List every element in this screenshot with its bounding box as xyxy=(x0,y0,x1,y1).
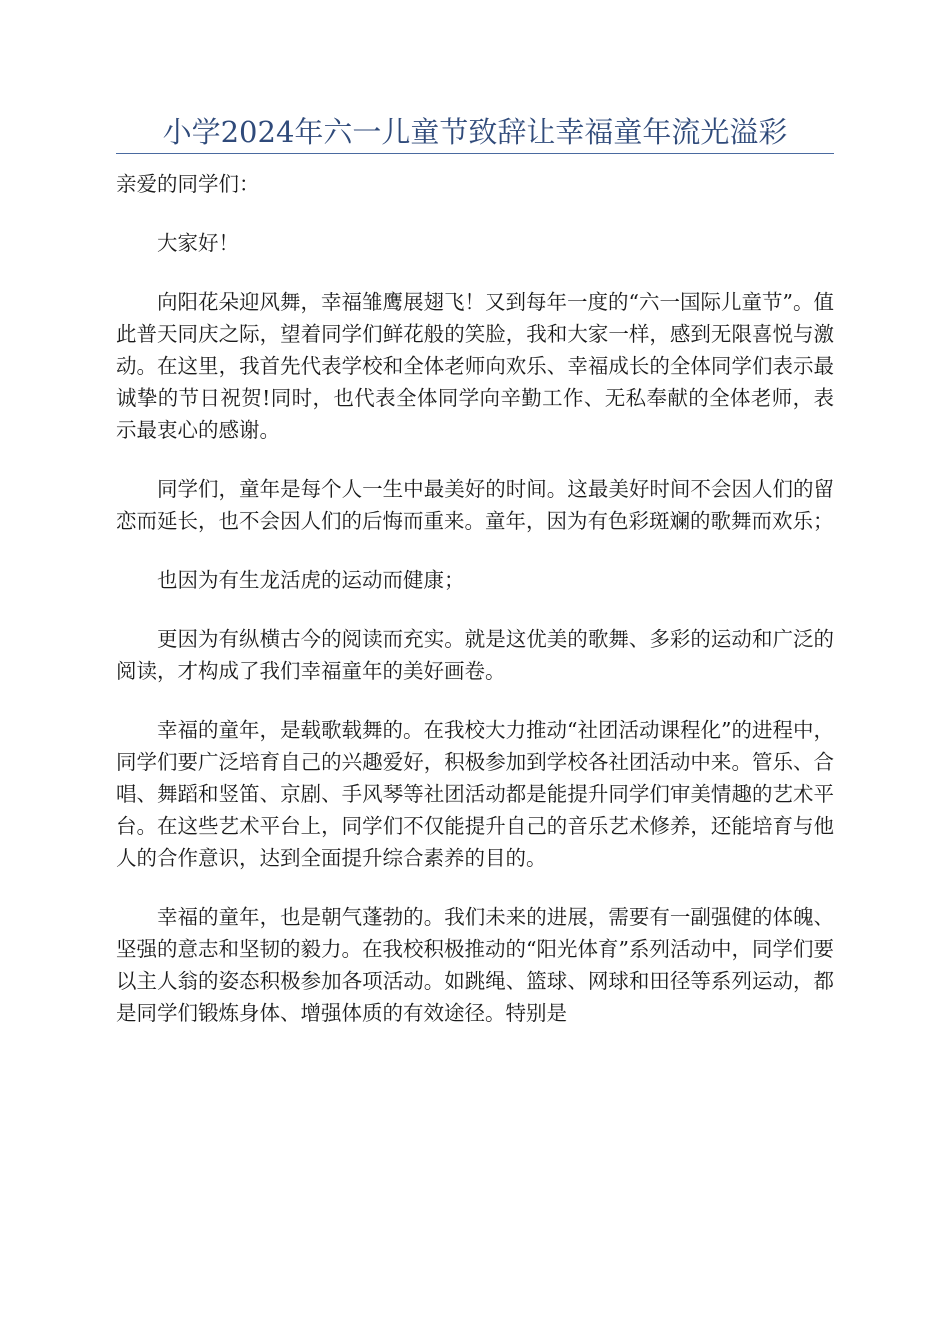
paragraph: 向阳花朵迎风舞，幸福雏鹰展翅飞！又到每年一度的“六一国际儿童节”。值此普天同庆之际，望着同学们鲜花般的笑脸，我和大家一样，感到无限喜悦与激动。在这里，我首先代表学校和全体老师向欢乐、幸福成长的全体同学们表示最诚挚的节日祝贺!同时，也代表全体同学向辛勤工作、无私奉献的全体老师，表示最衷心的感谢。 xyxy=(116,290,834,442)
document-body xyxy=(116,168,834,1056)
paragraph: 幸福的童年，也是朝气蓬勃的。我们未来的进展，需要有一副强健的体魄、坚强的意志和坚韧的毅力。在我校积极推动的“阳光体育”系列活动中，同学们要以主人翁的姿态积极参加各项活动。如跳绳、篮球、网球和田径等系列运动，都是同学们锻炼身体、增强体质的有效途径。特别是 xyxy=(116,905,834,1025)
paragraph-greeting: 大家好！ xyxy=(157,231,239,255)
salutation: 亲爱的同学们： xyxy=(116,172,260,196)
paragraph: 幸福的童年，是载歌载舞的。在我校大力推动“社团活动课程化”的进程中，同学们要广泛培育自己的兴趣爱好，积极参加到学校各社团活动中来。管乐、合唱、舞蹈和竖笛、京剧、手风琴等社团活动都是能提升同学们审美情趣的艺术平台。在这些艺术平台上，同学们不仅能提升自己的音乐艺术修养，还能培育与他人的合作意识，达到全面提升综合素养的目的。 xyxy=(116,718,834,870)
paragraph: 也因为有生龙活虎的运动而健康； xyxy=(157,568,465,592)
paragraph: 同学们，童年是每个人一生中最美好的时间。这最美好时间不会因人们的留恋而延长，也不会因人们的后悔而重来。童年，因为有色彩斑斓的歌舞而欢乐； xyxy=(116,477,834,533)
paragraph: 更因为有纵横古今的阅读而充实。就是这优美的歌舞、多彩的运动和广泛的阅读，才构成了我们幸福童年的美好画卷。 xyxy=(116,627,834,683)
document-title: 小学2024年六一儿童节致辞让幸福童年流光溢彩 xyxy=(162,115,788,149)
title-underline xyxy=(116,153,834,154)
